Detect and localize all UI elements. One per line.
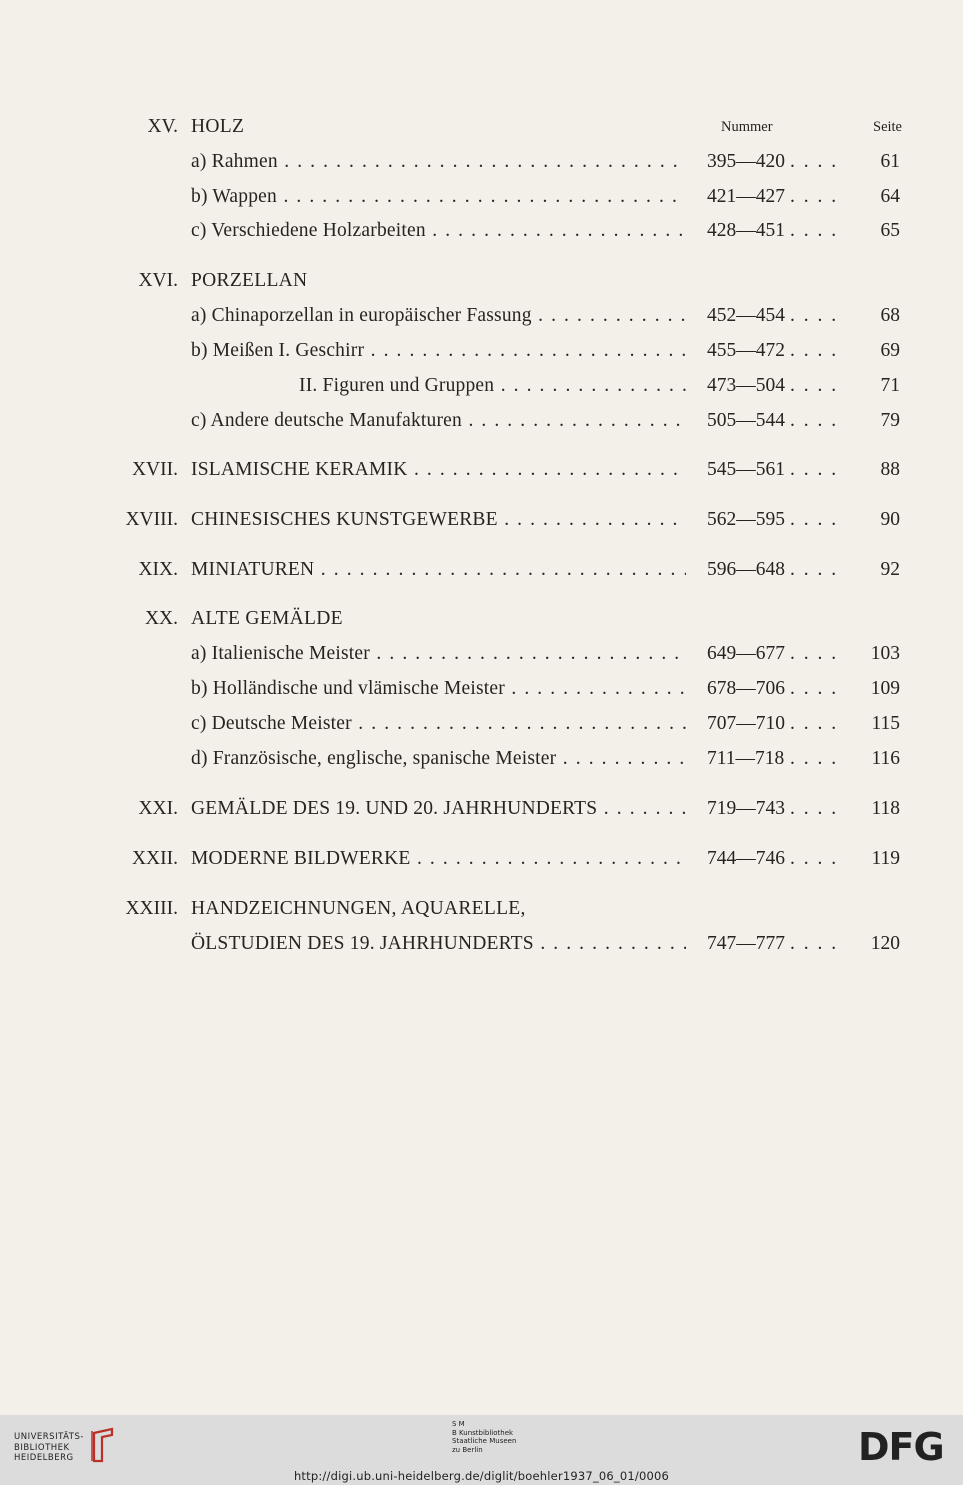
entry-label: b) Meißen I. Geschirr . . . (191, 336, 686, 366)
entry-label: b) Holländische und vlämische Meister . . . (191, 674, 686, 704)
leader-dots: . . . . (790, 798, 839, 819)
entry-label: c) Deutsche Meister . . . (191, 709, 686, 739)
entry-number-range: 562—595 (707, 509, 785, 530)
roman-numeral: XV. (147, 116, 178, 137)
toc-entry (0, 216, 963, 246)
toc-entry (0, 182, 963, 212)
entry-label: GEMÄLDE DES 19. UND 20. JAHRHUNDERTS . . . (191, 794, 686, 824)
entry-page-number: 116 (871, 748, 900, 769)
entry-number-range: 428—451 (707, 220, 785, 241)
entry-page-number: 68 (880, 305, 900, 326)
entry-number-range: 747—777 (707, 933, 785, 954)
toc-entry (0, 639, 963, 669)
toc-entry (0, 674, 963, 704)
entry-page-number: 109 (870, 678, 900, 699)
entry-page-number: 61 (880, 151, 900, 172)
entry-page-number: 64 (880, 186, 900, 207)
leader-dots: . . . . (790, 559, 839, 580)
leader-dots: . . . . (790, 340, 839, 361)
leader-dots: . . . . (790, 459, 839, 480)
entry-page-number: 120 (870, 933, 900, 954)
leader-dots: . . . . (790, 748, 839, 769)
entry-page-number: 65 (880, 220, 900, 241)
toc-entry (0, 455, 963, 485)
toc-entry (0, 406, 963, 436)
university-line: HEIDELBERG (14, 1453, 74, 1463)
toc-section (0, 112, 963, 142)
entry-page-number: 119 (871, 848, 900, 869)
leader-dots: . . . . (790, 375, 839, 396)
column-header-page: Seite (873, 119, 902, 135)
entry-label: c) Verschiedene Holzarbeiten . . . (191, 216, 686, 246)
museum-credit-line: S M (452, 1420, 465, 1428)
footer-bar (0, 1415, 963, 1485)
entry-label: b) Wappen . . . (191, 182, 686, 212)
toc-entry (0, 336, 963, 366)
entry-number-range: 505—544 (707, 410, 785, 431)
section-title: HANDZEICHNUNGEN, AQUARELLE, (191, 898, 526, 919)
entry-number-range: 395—420 (707, 151, 785, 172)
roman-numeral: XX. (144, 608, 178, 629)
entry-page-number: 92 (880, 559, 900, 580)
entry-label: a) Chinaporzellan in europäischer Fassung . . . (191, 301, 686, 331)
toc-section (0, 894, 963, 924)
roman-numeral: XVIII. (125, 509, 178, 530)
toc-entry (0, 929, 963, 959)
entry-label: c) Andere deutsche Manufakturen . . . (191, 406, 686, 436)
leader-dots: . . . . (790, 220, 839, 241)
university-library-label (14, 1432, 84, 1464)
leader-dots: . . . . (790, 643, 839, 664)
entry-label: d) Französische, englische, spanische Meister . . . (191, 744, 686, 774)
leader-dots: . . . . (790, 186, 839, 207)
university-line: UNIVERSITÄTS- (14, 1432, 84, 1442)
entry-number-range: 649—677 (707, 643, 785, 664)
leader-dots: . . . . (790, 410, 839, 431)
museum-credit (452, 1420, 516, 1454)
university-line: BIBLIOTHEK (14, 1442, 70, 1453)
toc-entry (0, 844, 963, 874)
entry-label: ISLAMISCHE KERAMIK . . . (191, 455, 686, 485)
entry-label: II. Figuren und Gruppen . . . (299, 371, 686, 401)
leader-dots: . . . . (790, 848, 839, 869)
roman-numeral: XVII. (131, 459, 178, 480)
entry-number-range: 711—718 (707, 748, 785, 769)
entry-page-number: 118 (871, 798, 900, 819)
entry-page-number: 79 (880, 410, 900, 431)
section-title: HOLZ (191, 116, 245, 137)
leader-dots: . . . . (790, 933, 839, 954)
entry-page-number: 88 (880, 459, 900, 480)
roman-numeral: XVI. (138, 270, 178, 291)
entry-number-range: 707—710 (707, 713, 785, 734)
museum-credit-line: Staatliche Museen (452, 1437, 517, 1446)
source-url-link[interactable]: http://digi.ub.uni-heidelberg.de/diglit/boehler1937_06_01/0006 (293, 1469, 670, 1483)
toc-entry (0, 301, 963, 331)
toc-entry (0, 371, 963, 401)
entry-number-range: 455—472 (707, 340, 785, 361)
leader-dots: . . . . (790, 678, 839, 699)
entry-label: ÖLSTUDIEN DES 19. JAHRHUNDERTS . . . (191, 929, 686, 959)
entry-number-range: 744—746 (707, 848, 785, 869)
toc-entry (0, 505, 963, 535)
toc-section (0, 266, 963, 296)
entry-label: MODERNE BILDWERKE . . . (191, 844, 686, 874)
entry-label: CHINESISCHES KUNSTGEWERBE . . . (191, 505, 686, 535)
entry-number-range: 545—561 (707, 459, 785, 480)
roman-numeral: XXIII. (125, 898, 178, 919)
leader-dots: . . . . (790, 151, 839, 172)
museum-credit-line: B Kunstbibliothek (452, 1428, 514, 1437)
entry-label: a) Rahmen . . . (191, 147, 686, 177)
roman-numeral: XXI. (138, 798, 178, 819)
entry-page-number: 71 (880, 375, 900, 396)
toc-entry (0, 709, 963, 739)
entry-number-range: 719—743 (707, 798, 785, 819)
toc-entry (0, 147, 963, 177)
entry-page-number: 90 (880, 509, 900, 530)
roman-numeral: XIX. (138, 559, 178, 580)
toc-entry (0, 555, 963, 585)
entry-number-range: 452—454 (707, 305, 785, 326)
museum-credit-line: zu Berlin (452, 1445, 483, 1454)
section-title: ALTE GEMÄLDE (191, 608, 343, 629)
entry-page-number: 69 (880, 340, 900, 361)
entry-number-range: 596—648 (707, 559, 785, 580)
leader-dots: . . . . (790, 305, 839, 326)
toc-entry (0, 744, 963, 774)
column-header-number: Nummer (721, 119, 773, 135)
entry-page-number: 115 (871, 713, 900, 734)
entry-number-range: 678—706 (707, 678, 785, 699)
toc-section (0, 604, 963, 634)
section-title: PORZELLAN (191, 270, 308, 291)
university-logo-icon (90, 1427, 116, 1463)
entry-label: a) Italienische Meister . . . (191, 639, 686, 669)
entry-page-number: 103 (870, 643, 900, 664)
leader-dots: . . . . (790, 509, 839, 530)
dfg-logo: DFG (858, 1425, 944, 1469)
roman-numeral: XXII. (131, 848, 178, 869)
entry-label: MINIATUREN . . . (191, 555, 686, 585)
leader-dots: . . . . (790, 713, 839, 734)
entry-number-range: 421—427 (707, 186, 785, 207)
toc-entry (0, 794, 963, 824)
entry-number-range: 473—504 (707, 375, 785, 396)
